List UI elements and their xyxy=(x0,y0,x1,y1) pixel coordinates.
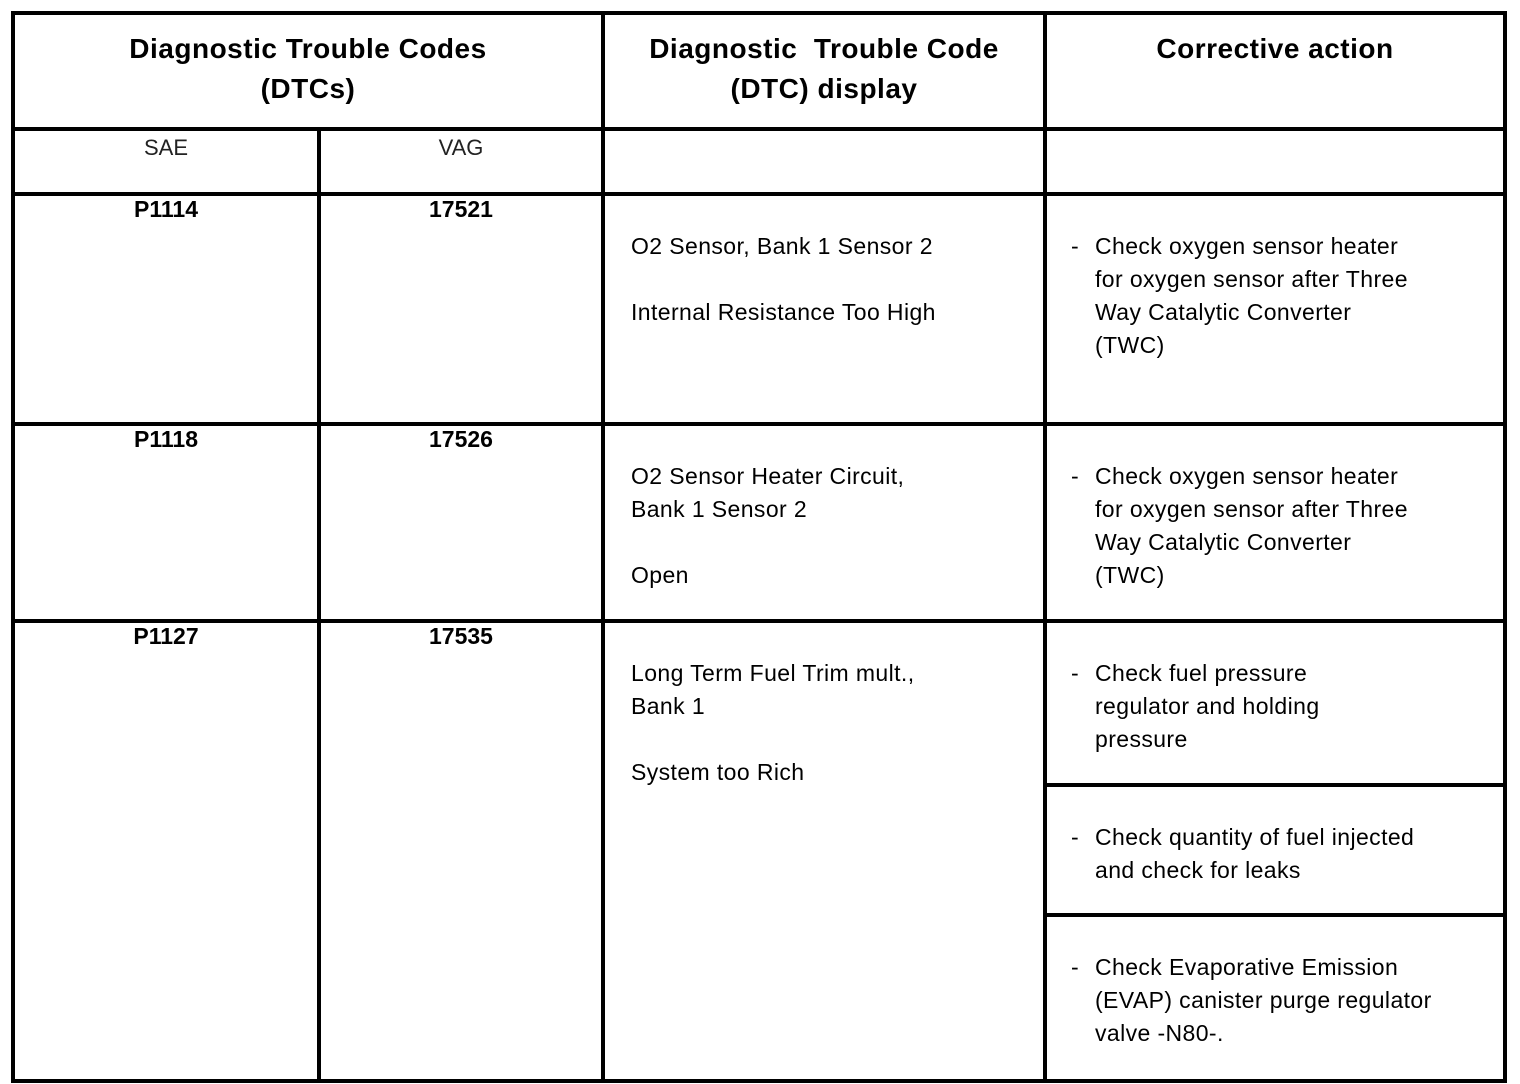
table-row xyxy=(13,621,1505,785)
action-text: Check Evaporative Emission (EVAP) canister purge regulator valve -N80-. xyxy=(1095,954,1432,1046)
vag-code: 17521 xyxy=(319,194,603,424)
header-dtcs-cell xyxy=(13,13,603,129)
display-line1: Long Term Fuel Trim mult., Bank 1 xyxy=(631,660,915,719)
display-cell xyxy=(603,194,1045,424)
subheader-sae-cell xyxy=(13,129,319,194)
action-text: Check oxygen sensor heater for oxygen sensor after Three Way Catalytic Converter (TWC) xyxy=(1095,463,1408,588)
bullet-dash: - xyxy=(1071,233,1080,259)
action-cell xyxy=(1045,424,1505,621)
bullet-dash: - xyxy=(1071,824,1080,850)
subheader-sae: SAE xyxy=(143,135,189,160)
bullet-dash: - xyxy=(1071,463,1080,489)
action-cell xyxy=(1045,194,1505,424)
header-action: Corrective action xyxy=(1156,33,1394,64)
sae-code: P1118 xyxy=(13,424,319,621)
header-display-cell xyxy=(603,13,1045,129)
bullet-dash: - xyxy=(1071,660,1080,686)
action-cell xyxy=(1045,915,1505,1081)
display-cell xyxy=(603,621,1045,1081)
header-display: Diagnostic Trouble Code (DTC) display xyxy=(649,33,1008,104)
sae-code: P1114 xyxy=(13,194,319,424)
dtc-document xyxy=(11,11,1503,1079)
vag-code: 17535 xyxy=(319,621,603,1081)
display-line2: Open xyxy=(631,562,689,588)
subheader-vag: VAG xyxy=(438,135,484,160)
table-row xyxy=(13,424,1505,621)
subheader-display-empty xyxy=(603,129,1045,194)
display-line1: O2 Sensor, Bank 1 Sensor 2 xyxy=(631,233,933,259)
action-text: Check fuel pressure regulator and holding pressure xyxy=(1095,660,1320,752)
dtc-table xyxy=(11,11,1507,1083)
action-cell xyxy=(1045,785,1505,915)
subheader-action-empty xyxy=(1045,129,1505,194)
header-row xyxy=(13,13,1505,129)
bullet-dash: - xyxy=(1071,954,1080,980)
header-action-cell xyxy=(1045,13,1505,129)
subheader-row xyxy=(13,129,1505,194)
subheader-vag-cell xyxy=(319,129,603,194)
action-cell xyxy=(1045,621,1505,785)
action-text: Check oxygen sensor heater for oxygen sensor after Three Way Catalytic Converter (TWC) xyxy=(1095,233,1408,358)
sae-code: P1127 xyxy=(13,621,319,1081)
header-dtcs: Diagnostic Trouble Codes (DTCs) xyxy=(129,33,487,104)
action-text: Check quantity of fuel injected and check for leaks xyxy=(1095,824,1415,883)
table-row xyxy=(13,194,1505,424)
vag-code: 17526 xyxy=(319,424,603,621)
display-line2: Internal Resistance Too High xyxy=(631,299,936,325)
display-line2: System too Rich xyxy=(631,759,805,785)
display-line1: O2 Sensor Heater Circuit, Bank 1 Sensor 2 xyxy=(631,463,905,522)
display-cell xyxy=(603,424,1045,621)
